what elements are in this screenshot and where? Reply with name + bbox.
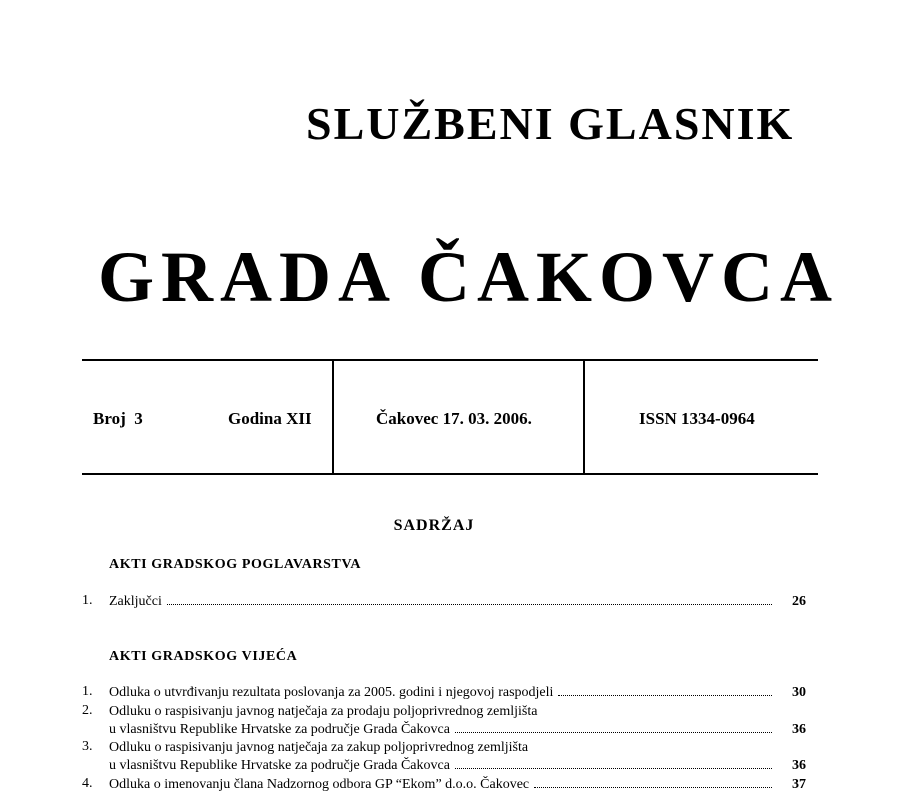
entry-number: 3. — [82, 739, 93, 754]
toc-entry[interactable] — [82, 739, 806, 775]
dot-leader — [558, 694, 772, 696]
section-heading: AKTI GRADSKOG POGLAVARSTVA — [109, 557, 362, 572]
issue-number: Broj 3 — [93, 409, 143, 428]
volume-year: Godina XII — [228, 409, 312, 428]
dot-leader — [455, 731, 772, 733]
masthead-divider — [583, 361, 585, 473]
entry-page: 36 — [792, 722, 806, 737]
entry-number: 1. — [82, 593, 93, 608]
entry-number: 2. — [82, 703, 93, 718]
entry-page: 30 — [792, 685, 806, 700]
entry-page: 26 — [792, 594, 806, 609]
toc-entry[interactable] — [82, 703, 806, 739]
entry-number: 4. — [82, 776, 93, 791]
gazette-title: SLUŽBENI GLASNIK — [306, 98, 795, 149]
entry-page: 36 — [792, 758, 806, 773]
entry-title: Odluku o raspisivanju javnog natječaja za zakup poljoprivrednog zemljišta — [109, 740, 529, 755]
section-heading: AKTI GRADSKOG VIJEĆA — [109, 649, 298, 664]
entry-page: 37 — [792, 777, 806, 792]
entry-title: Odluka o utvrđivanju rezultata poslovanja za 2005. godini i njegovoj raspodjeli — [109, 685, 554, 700]
dot-leader — [455, 767, 772, 769]
place-date: Čakovec 17. 03. 2006. — [376, 409, 532, 428]
dot-leader — [534, 786, 772, 788]
toc-entry[interactable] — [82, 684, 806, 702]
dot-leader — [167, 603, 772, 605]
masthead-divider — [332, 361, 334, 473]
entry-title: Odluka o imenovanju člana Nadzornog odbora GP “Ekom” d.o.o. Čakovec — [109, 777, 530, 792]
masthead-box — [82, 359, 818, 475]
entry-title: Odluku o raspisivanju javnog natječaja za prodaju poljoprivrednog zemljišta — [109, 704, 538, 719]
entry-number: 1. — [82, 684, 93, 699]
entry-title-continued: u vlasništvu Republike Hrvatske za područje Grada Čakovca — [109, 758, 450, 773]
entry-title: Zaključci — [109, 594, 162, 609]
toc-entry[interactable] — [82, 776, 806, 794]
city-title: GRADA ČAKOVCA — [98, 237, 840, 317]
toc-entry[interactable] — [82, 593, 806, 611]
issn: ISSN 1334-0964 — [639, 409, 755, 428]
contents-title: SADRŽAJ — [393, 517, 475, 534]
entry-title-continued: u vlasništvu Republike Hrvatske za područje Grada Čakovca — [109, 722, 450, 737]
